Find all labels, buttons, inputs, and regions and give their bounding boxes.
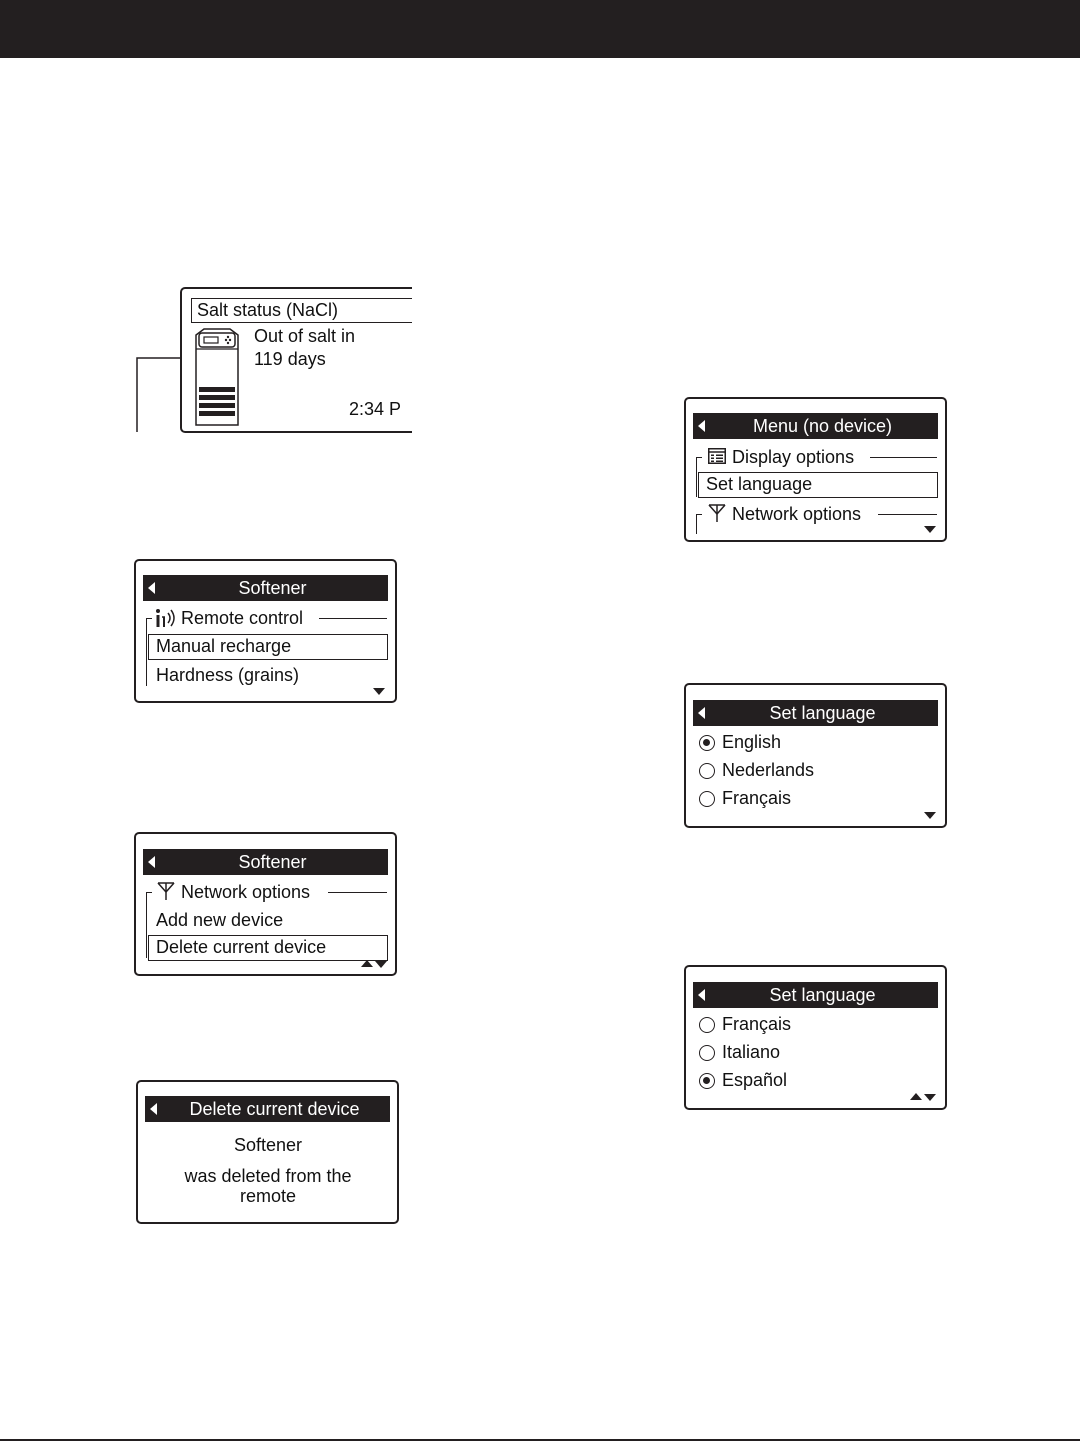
back-arrow-icon[interactable] (698, 420, 705, 432)
back-arrow-icon[interactable] (148, 856, 155, 868)
section-network-options[interactable]: Network options (181, 882, 311, 902)
menu-item-set-language[interactable]: Set language (698, 472, 938, 498)
scroll-down-icon[interactable] (924, 1094, 936, 1101)
page-header-bar (0, 0, 1080, 58)
section-bracket-tick (146, 892, 152, 893)
scroll-up-icon[interactable] (361, 960, 373, 967)
section-bracket-tick (696, 514, 702, 515)
screen-title-bar (693, 982, 938, 1008)
radio-nederlands[interactable] (699, 763, 715, 779)
section-bracket (146, 892, 147, 958)
screen-title-bar (143, 575, 388, 601)
radio-francais[interactable] (699, 791, 715, 807)
radio-italiano[interactable] (699, 1045, 715, 1061)
section-bracket (696, 457, 697, 497)
antenna-icon (708, 503, 726, 523)
screen-title: Set language (769, 703, 876, 723)
scroll-down-icon[interactable] (924, 526, 936, 533)
screen-title-bar (143, 849, 388, 875)
section-remote-control[interactable]: Remote control (181, 608, 304, 628)
section-bracket-tick (696, 457, 702, 458)
back-arrow-icon[interactable] (698, 989, 705, 1001)
radio-francais[interactable] (699, 1017, 715, 1033)
menu-item-add-new-device[interactable]: Add new device (156, 910, 284, 930)
language-option-francais[interactable]: Français (722, 1014, 792, 1034)
salt-message-line1: Out of salt in (254, 326, 356, 346)
delete-confirmation-screen (136, 1080, 399, 1224)
screen-title-bar (145, 1096, 390, 1122)
screen-title: Menu (no device) (752, 416, 893, 436)
language-option-english[interactable]: English (722, 732, 782, 752)
screen-title: Delete current device (189, 1099, 360, 1119)
set-language-screen-2 (684, 965, 947, 1110)
language-option-espanol[interactable]: Español (722, 1070, 788, 1090)
menu-item-hardness[interactable]: Hardness (grains) (156, 665, 300, 685)
section-rule (328, 892, 387, 893)
scroll-down-icon[interactable] (375, 961, 387, 968)
back-arrow-icon[interactable] (150, 1103, 157, 1115)
softener-network-screen (134, 832, 397, 976)
scroll-down-icon[interactable] (373, 688, 385, 695)
deleted-device-name: Softener (233, 1135, 303, 1155)
language-option-francais[interactable]: Français (722, 788, 792, 808)
screen-title-bar (693, 413, 938, 439)
screen-title-bar (693, 700, 938, 726)
scroll-down-icon[interactable] (924, 812, 936, 819)
deleted-message: was deleted from the remote (184, 1166, 352, 1206)
menu-item-manual-recharge[interactable]: Manual recharge (148, 634, 388, 660)
remote-control-icon (155, 608, 179, 630)
back-arrow-icon[interactable] (698, 707, 705, 719)
section-display-options[interactable]: Display options (732, 447, 855, 467)
salt-tank-icon (190, 327, 244, 431)
section-bracket (696, 514, 697, 534)
salt-status-screen (180, 287, 412, 433)
radio-english[interactable] (699, 735, 715, 751)
softener-remote-screen (134, 559, 397, 703)
screen-title: Set language (769, 985, 876, 1005)
section-rule (878, 514, 937, 515)
clock-time: 2:34 P (349, 399, 402, 419)
section-rule (870, 457, 937, 458)
scroll-up-icon[interactable] (910, 1093, 922, 1100)
salt-status-title: Salt status (NaCl) (191, 298, 412, 323)
section-bracket-tick (146, 618, 152, 619)
back-arrow-icon[interactable] (148, 582, 155, 594)
section-bracket (146, 618, 147, 686)
menu-item-delete-current-device[interactable]: Delete current device (148, 935, 388, 961)
set-language-screen-1 (684, 683, 947, 828)
section-network-options[interactable]: Network options (732, 504, 862, 524)
screen-title: Softener (238, 852, 307, 872)
language-option-nederlands[interactable]: Nederlands (722, 760, 815, 780)
antenna-icon (157, 881, 175, 901)
main-menu-screen (684, 397, 947, 542)
screen-title: Softener (238, 578, 307, 598)
radio-espanol[interactable] (699, 1073, 715, 1089)
language-option-italiano[interactable]: Italiano (722, 1042, 781, 1062)
salt-message-line2: 119 days (254, 349, 326, 369)
section-rule (319, 618, 387, 619)
display-options-icon (708, 448, 726, 464)
